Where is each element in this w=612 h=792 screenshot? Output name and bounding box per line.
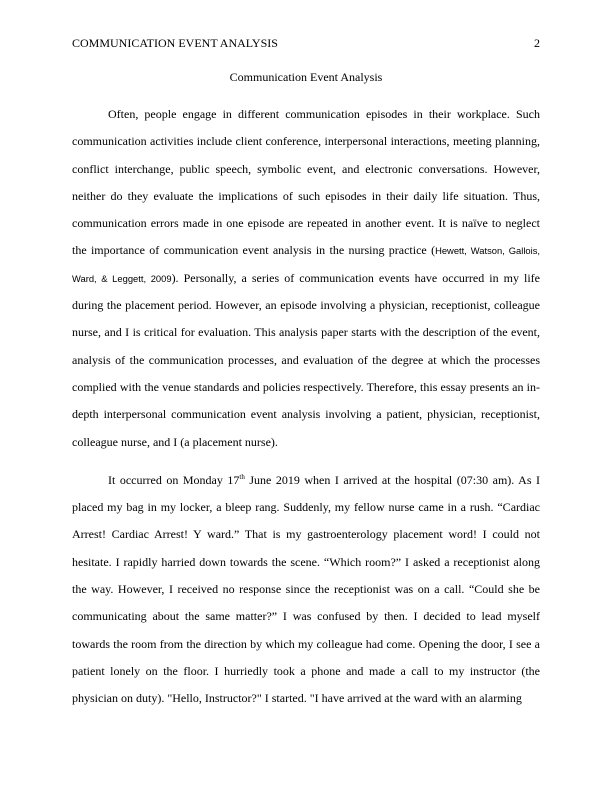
paragraph-2-text-b: June 2019 when I arrived at the hospital (07:30 am). As I placed my bag in my locker, a bleep rang. Suddenly, my fellow nurse came in a rush. “Cardiac Arrest! Cardiac Arrest! Y ward.” That is my gastroenterology placement word! I could not hesitate. I rapidly harried down towards the scene. “Which room?” I asked a receptionist along the way. However, I received no response since the receptionist was on a call. “Could she be communicating about the same matter?” I was confused by then. I decided to lead myself towards the room from the direction by which my colleague had come. Opening the door, I see a patient lonely on the floor. I hurriedly took a phone and made a call to my instructor (the physician on duty). "Hello, Instructor?" I started. "I have arrived at the ward with an alarming: [72, 472, 540, 706]
running-head: COMMUNICATION EVENT ANALYSIS: [72, 36, 278, 50]
document-body: [72, 101, 540, 713]
paragraph-1: [72, 101, 540, 456]
paragraph-1-text-a: Often, people engage in different communication episodes in their workplace. Such communication activities include client conference, interpersonal interactions, meeting planning, conflict interchange, public speech, symbolic event, and electronic conversations. However, neither do they evaluate the implications of such episodes in their daily life situation. Thus, communication errors made in one episode are repeated in another event. It is naïve to neglect the importance of communication event analysis in the nursing practice (: [72, 107, 540, 258]
paragraph-1-text-b: ). Personally, a series of communication events have occurred in my life during the placement period. However, an episode involving a physician, receptionist, colleague nurse, and I is critical for evaluation. This analysis paper starts with the description of the event, analysis of the communication processes, and evaluation of the degree at which the processes complied with the venue standards and policies respectively. Therefore, this essay presents an in-depth interpersonal communication event analysis involving a patient, physician, receptionist, colleague nurse, and I (a placement nurse).: [72, 270, 541, 449]
page-number: 2: [534, 36, 540, 50]
paragraph-2-text-a: It occurred on Monday 17: [108, 472, 240, 487]
citation: Hewett, Watson, Gallois, Ward, & Leggett, 2009: [72, 245, 541, 284]
paragraph-2: [72, 467, 540, 713]
ordinal-superscript: th: [239, 472, 245, 481]
page-header: [72, 35, 540, 51]
document-title: Communication Event Analysis: [229, 70, 383, 84]
